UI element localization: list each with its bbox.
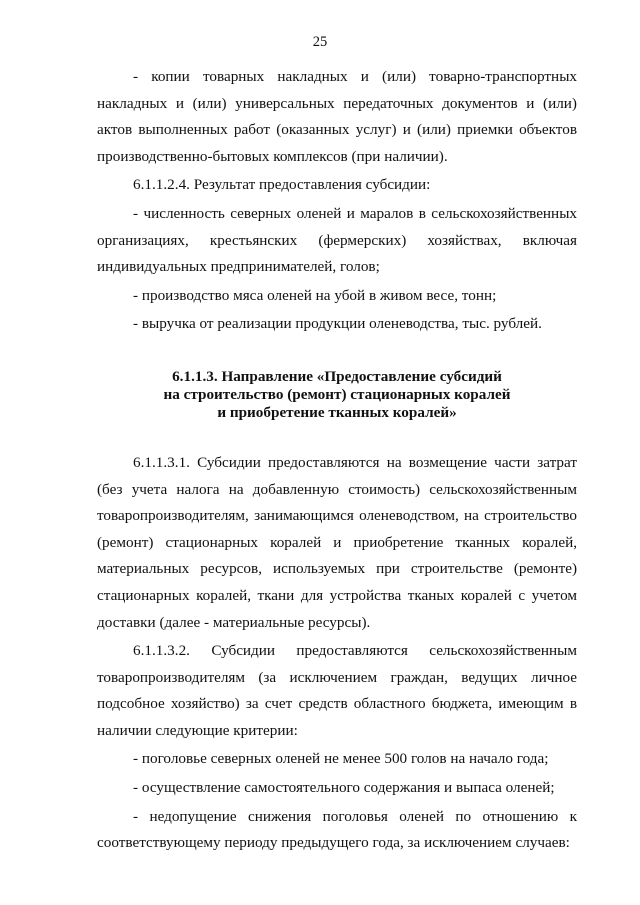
- paragraph-reindeer-count: - численность северных оленей и маралов в сельскохозяйственных организациях, крестьянских (фермерских) хозяйствах, включая индивидуальных предпринимателей, голов;: [97, 204, 577, 276]
- paragraph-criterion-livestock: - поголовье северных оленей не менее 500 голов на начало года;: [133, 750, 549, 768]
- paragraph-subsidy-purpose: 6.1.1.3.1. Субсидии предоставляются на возмещение части затрат (без учета налога на добавленную стоимость) сельскохозяйственным товаропроизводителям, занимающимся оленеводством, на строительство (ремонт) стационарных коралей и приобретение тканных коралей, материальных ресурсов, используемых при строительстве (ремонте) стационарных коралей, ткани для устройства тканых коралей с учетом доставки (далее - материальные ресурсы).: [97, 453, 577, 631]
- paragraph-criterion-no-decrease: - недопущение снижения поголовья оленей по отношению к соответствующему периоду предыдущего года, за исключением случаев:: [97, 807, 577, 852]
- section-heading-line-2: на строительство (ремонт) стационарных коралей: [163, 385, 511, 403]
- paragraph-copies-of-invoices: - копии товарных накладных и (или) товарно-транспортных накладных и (или) универсальных передаточных документов и (или) актов выполненных работ (оказанных услуг) и (или) приемки объектов производственно-бытовых комплексов (при наличии).: [97, 68, 577, 165]
- paragraph-subsidy-result: 6.1.1.2.4. Результат предоставления субсидии:: [133, 176, 431, 194]
- section-heading-line-1: 6.1.1.3. Направление «Предоставление субсидий: [172, 367, 502, 385]
- page-number: 25: [312, 34, 328, 50]
- section-heading-line-3: и приобретение тканных коралей»: [217, 403, 457, 421]
- paragraph-subsidy-recipients: 6.1.1.3.2. Субсидии предоставляются сельскохозяйственным товаропроизводителям (за исключением граждан, ведущих личное подсобное хозяйство) за счет средств областного бюджета, имеющим в наличии следующие критерии:: [97, 642, 577, 739]
- paragraph-criterion-grazing: - осуществление самостоятельного содержания и выпаса оленей;: [133, 779, 555, 797]
- paragraph-revenue: - выручка от реализации продукции оленеводства, тыс. рублей.: [133, 315, 542, 333]
- document-body: [97, 64, 577, 859]
- section-heading: [97, 368, 577, 422]
- paragraph-meat-production: - производство мяса оленей на убой в живом весе, тонн;: [133, 286, 497, 304]
